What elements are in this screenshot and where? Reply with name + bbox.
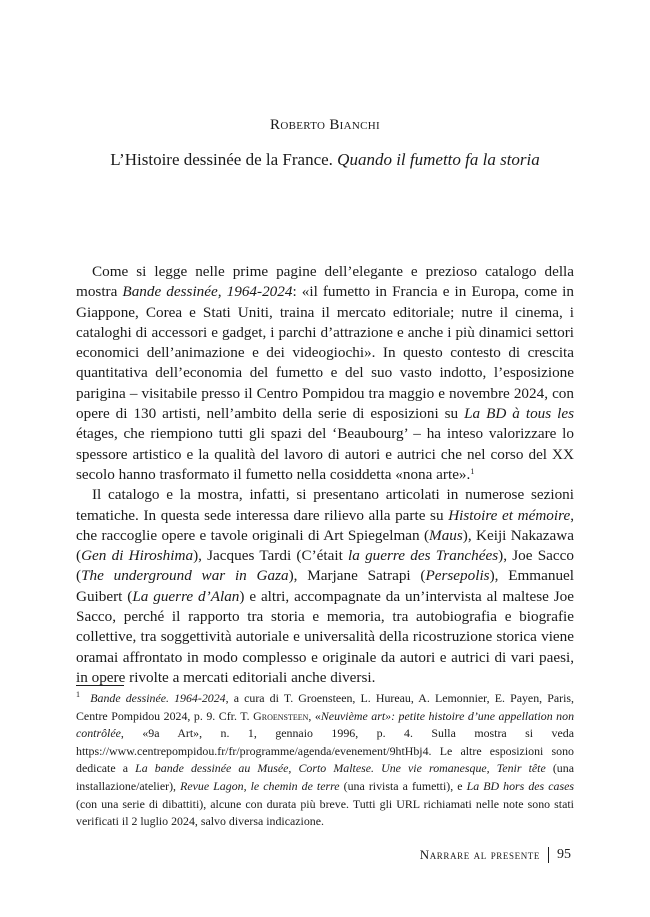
paragraph-1 bbox=[76, 262, 574, 485]
text-run: Il catalogo e la mostra, infatti, si presentano articolati in numerose sezioni tematiche. In questa sede interessa dare rilievo alla parte su bbox=[76, 486, 574, 524]
text-run: Come si legge nelle prime pagine dell’elegante e prezioso catalogo della mostra bbox=[76, 263, 574, 301]
title-subtitle: Quando il fumetto fa la storia bbox=[337, 150, 540, 169]
footer-separator bbox=[548, 847, 549, 863]
text-run: ), Keiji Nakazawa ( bbox=[76, 526, 574, 565]
footnote-ref[interactable]: 1 bbox=[470, 466, 475, 476]
italic-run: Histoire et mémoire bbox=[448, 506, 571, 524]
italic-run: Neuvième art»: petite histoire d’une appellation non contrôlée bbox=[76, 708, 575, 741]
text-run: : «il fumetto in Francia e in Europa, come in Giappone, Corea e Stati Uniti, traina il mercato editoriale; nutre il cinema, i cataloghi di accessori e gadget, i parchi d’attrazione e anche i più dinamici settori economici dell’animazione e dei videogiochi». In questo contesto di crescita quantitativa dell’economia del fumetto e del suo vasto indotto, l’esposizione parigina – visitabile presso il Centro Pompidou tra maggio e novembre 2024, con opere di 130 artisti, nell’ambito della serie di esposizioni su bbox=[76, 283, 574, 423]
italic-run: La guerre d’Alan bbox=[132, 587, 240, 605]
text-run: (con una serie di dibattiti), alcune con durata più breve. Tutti gli URL richiamati nelle note sono stati verificati il 2 luglio 2024, salvo diversa indicazione. bbox=[76, 796, 574, 829]
text-run: , che raccoglie opere e tavole originali di Art Spiegelman ( bbox=[76, 506, 575, 544]
italic-run: Revue Lagon, le chemin de terre bbox=[180, 778, 340, 793]
text-run: , «9a Art», n. 1, gennaio 1996, p. 4. Sulla mostra si veda https://www.centrepompidou.fr/fr/programme/agenda/evenement/9htHbj4. Le altre esposizioni sono dedicate a bbox=[76, 726, 574, 776]
page-number: 95 bbox=[557, 847, 571, 862]
italic-run: The underground war in Gaza bbox=[81, 567, 289, 585]
author-name: Roberto Bianchi bbox=[270, 117, 380, 133]
italic-run: Persepolis bbox=[425, 567, 490, 585]
italic-run: Maus bbox=[429, 526, 463, 544]
footnote-1 bbox=[76, 690, 574, 831]
italic-run: Bande dessinée. 1964-2024 bbox=[90, 691, 226, 705]
text-run: , « bbox=[308, 708, 321, 723]
italic-run: Bande dessinée, 1964-2024 bbox=[122, 283, 293, 301]
title-main: Histoire dessinée de la France. bbox=[124, 150, 333, 169]
article-title bbox=[0, 150, 650, 170]
italic-run: La bande dessinée au Musée, Corto Maltese. Une vie romanesque, Tenir tête bbox=[135, 761, 546, 776]
italic-run: La BD à tous les bbox=[464, 405, 574, 423]
text-run: ), Jacques Tardi (C’était bbox=[193, 547, 349, 565]
footnotes bbox=[76, 690, 574, 831]
text-run: , a cura di T. Groensteen, L. Hureau, A. Lemonnier, E. Payen, Paris, Centre Pompidou 2024, p. 9. Cfr. T. bbox=[76, 691, 574, 723]
text-run: (una rivista a fumetti), e bbox=[339, 778, 467, 793]
running-footer bbox=[420, 847, 571, 863]
text-run: ), Emmanuel Guibert ( bbox=[76, 567, 575, 605]
text-run: ) e altri, accompagnate da un’intervista al maltese Joe Sacco, perché il rapporto tra storia e memoria, tra autobiografia e biografie collettive, tra soggettività autoriale e universalità della ricostruzione storica viene oramai affrontato in modo complesso e originale da autori e autrici di vari paesi, in opere rivolte a mercati editoriali anche diversi. bbox=[76, 587, 574, 686]
paragraph-2 bbox=[76, 485, 574, 688]
footnote-divider bbox=[76, 685, 124, 686]
text-run: ), Marjane Satrapi ( bbox=[288, 567, 426, 585]
footnote-marker: 1 bbox=[76, 690, 80, 699]
text-run: étages, che riempiono tutti gli spazi del ‘Beaubourg’ – ha inteso valorizzare lo spessore artistico e la qualità del lavoro di autori e autrici che nel corso del XX secolo hanno trasformato il fumetto nella cosiddetta «nona arte». bbox=[76, 425, 574, 483]
smallcaps-run: Groensteen bbox=[253, 708, 309, 723]
text-run: (una installazione/atelier), bbox=[76, 761, 574, 793]
running-footer-label: Narrare al presente bbox=[419, 847, 540, 862]
italic-run: la guerre des Tranchées bbox=[348, 547, 499, 565]
title-prefix: L’ bbox=[110, 150, 125, 169]
body-text bbox=[76, 262, 574, 688]
italic-run: Gen di Hiroshima bbox=[81, 547, 194, 565]
text-run: ), Joe Sacco ( bbox=[76, 547, 574, 585]
italic-run: La BD hors des cases bbox=[466, 778, 574, 793]
